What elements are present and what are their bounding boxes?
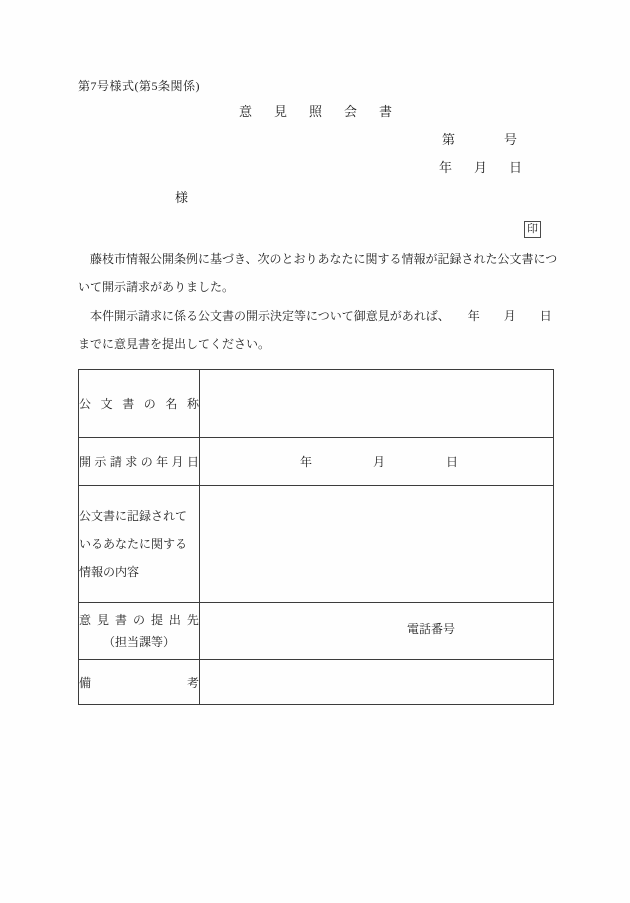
recorded-info-label-line-1: 公文書に記録されて	[79, 509, 188, 523]
request-date-day-label: 日	[446, 455, 459, 469]
document-title: 意見照会書	[238, 104, 414, 119]
document-name-label-cell	[79, 370, 200, 438]
request-date-placeholders	[200, 453, 553, 470]
request-date-label-cell	[79, 438, 200, 486]
seal-box	[524, 221, 541, 238]
form-number: 第7号様式(第5条関係)	[78, 79, 200, 93]
row-recorded-info	[79, 486, 554, 603]
submission-destination-label: 意 見 書 の 提 出 先	[79, 613, 199, 627]
submission-destination-sublabel: （担当課等）	[102, 635, 175, 649]
remarks-label: 備 考	[79, 675, 199, 690]
row-remarks	[79, 660, 554, 705]
paragraph-intro-line-2: いて開示請求がありました。	[78, 280, 235, 294]
addressee-honorific: 様	[175, 190, 189, 205]
row-request-date	[79, 438, 554, 486]
document-number-line	[78, 131, 553, 149]
recorded-info-value-cell	[200, 486, 554, 603]
request-date-value-cell	[200, 438, 554, 486]
document-name-label: 公 文 書 の 名 称	[79, 397, 199, 411]
seal-character: 印	[527, 223, 538, 235]
recorded-info-label-cell	[79, 486, 200, 603]
submission-destination-value-cell	[200, 603, 554, 660]
row-submission-destination	[79, 603, 554, 660]
phone-number-label: 電話番号	[407, 621, 456, 636]
request-date-year-label: 年	[300, 455, 313, 469]
document-name-value-cell	[200, 370, 554, 438]
paragraph-intro-line-1: 藤枝市情報公開条例に基づき、次のとおりあなたに関する情報が記録された公文書につ	[78, 252, 558, 266]
row-document-name	[79, 370, 554, 438]
document-date-line	[78, 159, 553, 177]
form-table	[78, 369, 554, 705]
submission-destination-label-cell	[79, 603, 200, 660]
recorded-info-label	[79, 502, 199, 586]
recorded-info-label-line-3: 情報の内容	[79, 565, 140, 579]
recorded-info-label-line-2: いるあなたに関する	[79, 537, 188, 551]
paragraph-intro	[78, 245, 556, 301]
paragraph-deadline-line-1: 本件開示請求に係る公文書の開示決定等について御意見があれば、 年 月 日	[78, 309, 552, 323]
remarks-value-cell	[200, 660, 554, 705]
doc-number-suffix: 号	[503, 132, 517, 147]
paragraph-deadline	[78, 302, 556, 358]
request-date-label: 開 示 請 求 の 年 月 日	[79, 455, 199, 469]
date-day-label: 日	[508, 160, 522, 175]
remarks-label-cell	[79, 660, 200, 705]
request-date-month-label: 月	[373, 455, 386, 469]
paragraph-deadline-line-2: までに意見書を提出してください。	[78, 337, 271, 351]
doc-number-prefix: 第	[441, 132, 455, 147]
date-year-label: 年	[438, 160, 452, 175]
date-month-label: 月	[473, 160, 487, 175]
